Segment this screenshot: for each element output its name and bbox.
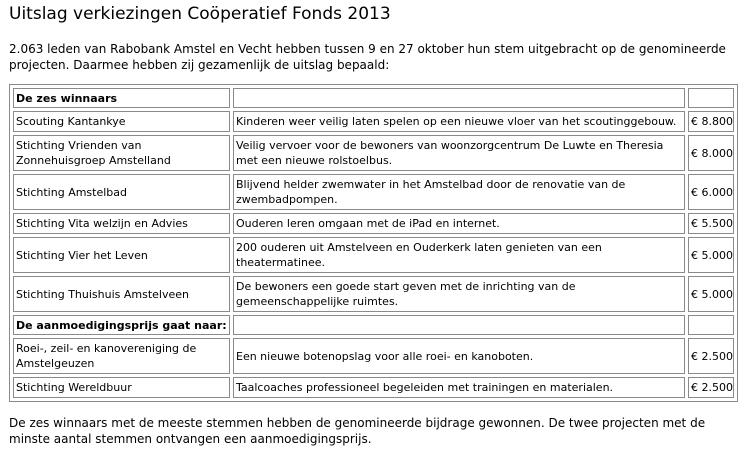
page-title: Uitslag verkiezingen Coöperatief Fonds 2013	[9, 4, 391, 24]
project-name: Stichting Vita welzijn en Advies	[13, 213, 230, 234]
empty-cell	[233, 315, 685, 335]
project-name: Stichting Thuishuis Amstelveen	[13, 276, 230, 312]
outro-paragraph: De zes winnaars met de meeste stemmen hebben de genomineerde bijdrage gewonnen. De twee projecten met de minste aantal stemmen ontvangen een aanmoedigingsprijs.	[9, 416, 706, 446]
project-description: De bewoners een goede start geven met de inrichting van de gemeenschappelijke ruimtes.	[233, 276, 685, 312]
project-amount: € 5.000	[688, 276, 734, 312]
project-name: Scouting Kantankye	[13, 111, 230, 132]
project-description: Ouderen leren omgaan met de iPad en internet.	[233, 213, 685, 234]
section-heading: De zes winnaars	[13, 88, 230, 108]
table-row	[13, 174, 734, 210]
project-name: Stichting Wereldbuur	[13, 377, 230, 398]
project-amount: € 5.000	[688, 237, 734, 273]
project-description: Taalcoaches professioneel begeleiden met trainingen en materialen.	[233, 377, 685, 398]
project-amount: € 5.500	[688, 213, 734, 234]
project-amount: € 8.000	[688, 135, 734, 171]
project-amount: € 2.500	[688, 338, 734, 374]
project-description: Een nieuwe botenopslag voor alle roei- en kanoboten.	[233, 338, 685, 374]
table-row	[13, 135, 734, 171]
section-header-row	[13, 88, 734, 108]
project-name: Stichting Vier het Leven	[13, 237, 230, 273]
project-name: Roei-, zeil- en kanovereniging de Amstelgeuzen	[13, 338, 230, 374]
project-name: Stichting Amstelbad	[13, 174, 230, 210]
results-table	[9, 84, 738, 402]
project-amount: € 6.000	[688, 174, 734, 210]
project-name: Stichting Vrienden van Zonnehuisgroep Amstelland	[13, 135, 230, 171]
table-row	[13, 237, 734, 273]
table-row	[13, 213, 734, 234]
table-row	[13, 338, 734, 374]
table-row	[13, 276, 734, 312]
empty-cell	[688, 315, 734, 335]
table-row	[13, 377, 734, 398]
empty-cell	[233, 88, 685, 108]
intro-paragraph: 2.063 leden van Rabobank Amstel en Vecht hebben tussen 9 en 27 oktober hun stem uitgebracht op de genomineerde projecten. Daarmee hebben zij gezamenlijk de uitslag bepaald:	[9, 42, 726, 72]
project-amount: € 2.500	[688, 377, 734, 398]
table-row	[13, 111, 734, 132]
empty-cell	[688, 88, 734, 108]
project-description: Kinderen weer veilig laten spelen op een nieuwe vloer van het scoutinggebouw.	[233, 111, 685, 132]
section-header-row	[13, 315, 734, 335]
section-heading: De aanmoedigingsprijs gaat naar:	[13, 315, 230, 335]
project-description: Blijvend helder zwemwater in het Amstelbad door de renovatie van de zwembadpompen.	[233, 174, 685, 210]
project-description: 200 ouderen uit Amstelveen en Ouderkerk laten genieten van een theatermatinee.	[233, 237, 685, 273]
project-description: Veilig vervoer voor de bewoners van woonzorgcentrum De Luwte en Theresia met een nieuwe rolstoelbus.	[233, 135, 685, 171]
project-amount: € 8.800	[688, 111, 734, 132]
